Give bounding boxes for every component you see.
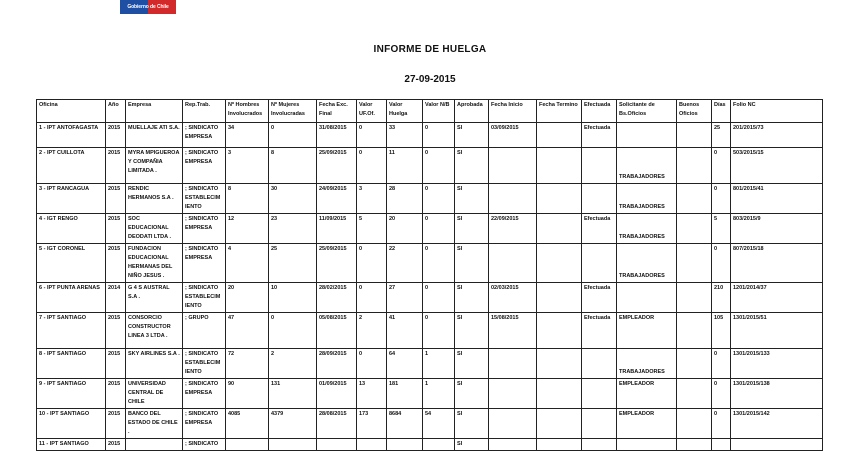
table-cell: [537, 313, 582, 349]
table-cell: Efectuada: [582, 214, 617, 244]
table-cell: 0: [423, 283, 455, 313]
table-cell: 28: [387, 184, 423, 214]
column-header: Aprobada: [455, 100, 489, 123]
table-cell: 1: [423, 349, 455, 379]
table-cell: 41: [387, 313, 423, 349]
table-body: [37, 123, 823, 451]
table-cell: 11: [387, 148, 423, 184]
logo-text: Gobierno de Chile: [127, 4, 169, 10]
table-cell: 24/09/2015: [317, 184, 357, 214]
table-cell: 0: [423, 214, 455, 244]
column-header: Valor N/B: [423, 100, 455, 123]
table-cell: BANCO DEL ESTADO DE CHILE .: [126, 409, 183, 439]
table-cell: 34: [226, 123, 269, 148]
column-header: Días: [712, 100, 731, 123]
table-cell: [617, 439, 677, 451]
table-row: [37, 214, 823, 244]
table-cell: SI: [455, 409, 489, 439]
table-cell: MYRA MPIGUEROA Y COMPAÑIA LIMITADA .: [126, 148, 183, 184]
table-cell: 8684: [387, 409, 423, 439]
table-cell: 0: [712, 244, 731, 283]
table-cell: 25: [269, 244, 317, 283]
table-cell: 33: [387, 123, 423, 148]
table-cell: [489, 349, 537, 379]
table-cell: 2015: [106, 313, 126, 349]
table-cell: MUELLAJE ATI S.A.: [126, 123, 183, 148]
column-header: Oficina: [37, 100, 106, 123]
table-cell: 0: [712, 349, 731, 379]
table-cell: [617, 283, 677, 313]
table-cell: 8: [226, 184, 269, 214]
table-cell: 0: [712, 184, 731, 214]
table-cell: [537, 148, 582, 184]
table-cell: ; SINDICATO ESTABLECIM IENTO: [183, 349, 226, 379]
table-cell: 181: [387, 379, 423, 409]
table-cell: 807/2015/18: [731, 244, 823, 283]
table-cell: 05/08/2015: [317, 313, 357, 349]
table-cell: [677, 439, 712, 451]
table-cell: 3 - IPT RANCAGUA: [37, 184, 106, 214]
table-cell: 0: [712, 148, 731, 184]
column-header: Valor Huelga: [387, 100, 423, 123]
table-cell: 03/09/2015: [489, 123, 537, 148]
strike-report-table: [36, 99, 823, 451]
table-cell: SI: [455, 283, 489, 313]
column-header: Fecha Inicio: [489, 100, 537, 123]
table-cell: [423, 439, 455, 451]
table-cell: [677, 283, 712, 313]
table-cell: EMPLEADOR: [617, 409, 677, 439]
table-cell: [537, 349, 582, 379]
table-cell: SI: [455, 123, 489, 148]
table-row: [37, 313, 823, 349]
table-cell: 11 - IPT SANTIAGO: [37, 439, 106, 451]
table-cell: Efectuada: [582, 283, 617, 313]
table-cell: 0: [357, 244, 387, 283]
table-cell: [126, 439, 183, 451]
column-header: Fecha Termino: [537, 100, 582, 123]
column-header: Valor UF.Of.: [357, 100, 387, 123]
table-cell: [731, 439, 823, 451]
table-cell: 0: [423, 148, 455, 184]
table-cell: [226, 439, 269, 451]
table-cell: TRABAJADORES: [617, 148, 677, 184]
table-cell: 2015: [106, 148, 126, 184]
table-row: [37, 148, 823, 184]
table-cell: 3: [226, 148, 269, 184]
column-header: Folio NC: [731, 100, 823, 123]
table-cell: [582, 409, 617, 439]
table-cell: ; SINDICATO EMPRESA: [183, 148, 226, 184]
table-cell: 28/02/2015: [317, 283, 357, 313]
table-cell: 01/09/2015: [317, 379, 357, 409]
table-cell: SI: [455, 349, 489, 379]
table-cell: 20: [226, 283, 269, 313]
table-cell: 15/08/2015: [489, 313, 537, 349]
table-cell: [489, 409, 537, 439]
column-header: Fecha Exc. Final: [317, 100, 357, 123]
table-cell: RENDIC HERMANOS S.A .: [126, 184, 183, 214]
table-cell: SKY AIRLINES S.A .: [126, 349, 183, 379]
table-cell: [677, 214, 712, 244]
table-row: [37, 123, 823, 148]
table-cell: 0: [357, 148, 387, 184]
table-cell: 1201/2014/37: [731, 283, 823, 313]
table-cell: 22: [387, 244, 423, 283]
table-cell: SI: [455, 439, 489, 451]
table-cell: [489, 244, 537, 283]
column-header: Empresa: [126, 100, 183, 123]
table-cell: 2015: [106, 379, 126, 409]
table-cell: 4 - IGT RENGO: [37, 214, 106, 244]
table-cell: FUNDACION EDUCACIONAL HERMANAS DEL NIÑO JESUS .: [126, 244, 183, 283]
table-cell: ; SINDICATO ESTABLECIM IENTO: [183, 283, 226, 313]
table-cell: 0: [423, 313, 455, 349]
table-cell: [582, 148, 617, 184]
table-cell: 10 - IPT SANTIAGO: [37, 409, 106, 439]
table-cell: 0: [357, 123, 387, 148]
table-cell: [537, 184, 582, 214]
table-cell: 72: [226, 349, 269, 379]
table-cell: [489, 439, 537, 451]
table-cell: 5: [357, 214, 387, 244]
table-cell: SI: [455, 184, 489, 214]
table-cell: [582, 184, 617, 214]
table-cell: [582, 349, 617, 379]
table-cell: 12: [226, 214, 269, 244]
table-cell: [537, 123, 582, 148]
table-cell: EMPLEADOR: [617, 313, 677, 349]
table-cell: ; SINDICATO EMPRESA: [183, 379, 226, 409]
report-date: 27-09-2015: [404, 74, 456, 85]
table-cell: 803/2015/9: [731, 214, 823, 244]
table-cell: [712, 439, 731, 451]
table-cell: 25: [712, 123, 731, 148]
column-header: Solicitante de Bs.Oficios: [617, 100, 677, 123]
table-cell: [537, 244, 582, 283]
table-cell: 47: [226, 313, 269, 349]
table-cell: SI: [455, 214, 489, 244]
table-cell: 28/09/2015: [317, 349, 357, 379]
table-cell: 201/2015/73: [731, 123, 823, 148]
table-cell: 25/09/2015: [317, 244, 357, 283]
table-cell: 2015: [106, 184, 126, 214]
table-cell: [677, 349, 712, 379]
table-cell: [269, 439, 317, 451]
table-cell: [677, 313, 712, 349]
table-cell: EMPLEADOR: [617, 379, 677, 409]
column-header: Buenos Oficios: [677, 100, 712, 123]
table-cell: TRABAJADORES: [617, 184, 677, 214]
table-header: [37, 100, 823, 123]
table-cell: 23: [269, 214, 317, 244]
table-cell: 8 - IPT SANTIAGO: [37, 349, 106, 379]
table-cell: [489, 184, 537, 214]
table-cell: 1301/2015/51: [731, 313, 823, 349]
table-cell: 173: [357, 409, 387, 439]
table-cell: 9 - IPT SANTIAGO: [37, 379, 106, 409]
table-cell: 2: [357, 313, 387, 349]
table-cell: [489, 148, 537, 184]
report-title: INFORME DE HUELGA: [373, 44, 487, 55]
table-cell: 0: [269, 313, 317, 349]
table-cell: 2015: [106, 349, 126, 379]
table-row: [37, 283, 823, 313]
table-cell: 2015: [106, 123, 126, 148]
table-cell: 0: [712, 379, 731, 409]
table-cell: 2015: [106, 439, 126, 451]
column-header: Nº Hombres Involucrados: [226, 100, 269, 123]
table-cell: 25/09/2015: [317, 148, 357, 184]
header-row: [37, 100, 823, 123]
table-cell: [387, 439, 423, 451]
table-cell: [582, 244, 617, 283]
table-cell: 54: [423, 409, 455, 439]
table-cell: [537, 409, 582, 439]
table-row: [37, 409, 823, 439]
table-cell: 27: [387, 283, 423, 313]
table-cell: Efectuada: [582, 313, 617, 349]
table-cell: 90: [226, 379, 269, 409]
column-header: Nº Mujeres Involucradas: [269, 100, 317, 123]
table-row: [37, 184, 823, 214]
table-cell: 105: [712, 313, 731, 349]
table-cell: 6 - IPT PUNTA ARENAS: [37, 283, 106, 313]
table-cell: ; SINDICATO: [183, 439, 226, 451]
table-cell: [489, 379, 537, 409]
table-cell: 5 - IGT CORONEL: [37, 244, 106, 283]
table-cell: 503/2015/15: [731, 148, 823, 184]
table-cell: 2014: [106, 283, 126, 313]
table-cell: SI: [455, 244, 489, 283]
table-cell: SI: [455, 379, 489, 409]
column-header: Rep.Trab.: [183, 100, 226, 123]
table-cell: 30: [269, 184, 317, 214]
table-cell: 10: [269, 283, 317, 313]
table-cell: 801/2015/41: [731, 184, 823, 214]
table-cell: 131: [269, 379, 317, 409]
table-cell: 0: [423, 244, 455, 283]
table-cell: ; GRUPO: [183, 313, 226, 349]
table-cell: [677, 244, 712, 283]
table-cell: ; SINDICATO EMPRESA: [183, 409, 226, 439]
table-cell: 0: [357, 349, 387, 379]
table-cell: SI: [455, 148, 489, 184]
table-cell: [537, 283, 582, 313]
table-cell: UNIVERSIDAD CENTRAL DE CHILE: [126, 379, 183, 409]
table-cell: ; SINDICATO ESTABLECIM IENTO: [183, 184, 226, 214]
table-cell: [357, 439, 387, 451]
table-cell: [617, 123, 677, 148]
table-cell: CONSORCIO CONSTRUCTOR LINEA 3 LTDA .: [126, 313, 183, 349]
table-cell: TRABAJADORES: [617, 244, 677, 283]
table-cell: [537, 214, 582, 244]
table-cell: 1301/2015/133: [731, 349, 823, 379]
table-cell: 2: [269, 349, 317, 379]
table-cell: 2 - IPT CUILLOTA: [37, 148, 106, 184]
table-cell: 2015: [106, 244, 126, 283]
table-cell: 2015: [106, 214, 126, 244]
table-cell: 0: [712, 409, 731, 439]
table-cell: ; SINDICATO EMPRESA: [183, 244, 226, 283]
table-cell: [677, 409, 712, 439]
table-cell: Efectuada: [582, 123, 617, 148]
table-cell: 0: [423, 123, 455, 148]
table-cell: 1301/2015/138: [731, 379, 823, 409]
table-cell: 22/09/2015: [489, 214, 537, 244]
table-cell: 4085: [226, 409, 269, 439]
table-cell: 3: [357, 184, 387, 214]
table-cell: 0: [423, 184, 455, 214]
table-cell: 4: [226, 244, 269, 283]
table-cell: 64: [387, 349, 423, 379]
table-cell: [677, 123, 712, 148]
table-cell: 2015: [106, 409, 126, 439]
table-cell: 11/09/2015: [317, 214, 357, 244]
table-cell: TRABAJADORES: [617, 214, 677, 244]
table-cell: [677, 148, 712, 184]
table-row: [37, 379, 823, 409]
table-cell: [537, 439, 582, 451]
table-cell: ; SINDICATO EMPRESA: [183, 214, 226, 244]
table-cell: SI: [455, 313, 489, 349]
table-row: [37, 349, 823, 379]
table-cell: 1: [423, 379, 455, 409]
table-cell: 20: [387, 214, 423, 244]
column-header: Efectuada: [582, 100, 617, 123]
table-cell: SOC EDUCACIONAL DEODATI LTDA .: [126, 214, 183, 244]
table-cell: 1301/2015/142: [731, 409, 823, 439]
table-cell: 02/03/2015: [489, 283, 537, 313]
column-header: Año: [106, 100, 126, 123]
table-cell: 7 - IPT SANTIAGO: [37, 313, 106, 349]
table-cell: 210: [712, 283, 731, 313]
table-cell: [317, 439, 357, 451]
table-cell: 0: [357, 283, 387, 313]
table-cell: [677, 184, 712, 214]
table-cell: 8: [269, 148, 317, 184]
table-cell: 31/08/2015: [317, 123, 357, 148]
table-cell: G 4 S AUSTRAL S.A .: [126, 283, 183, 313]
table-cell: 5: [712, 214, 731, 244]
table-cell: [537, 379, 582, 409]
table-cell: ; SINDICATO EMPRESA: [183, 123, 226, 148]
table-cell: 1 - IPT ANTOFAGASTA: [37, 123, 106, 148]
table-cell: TRABAJADORES: [617, 349, 677, 379]
table-cell: 0: [269, 123, 317, 148]
table-cell: 13: [357, 379, 387, 409]
table-row: [37, 244, 823, 283]
table-cell: 28/08/2015: [317, 409, 357, 439]
table-cell: 4379: [269, 409, 317, 439]
government-logo: [120, 0, 176, 14]
table-cell: [582, 439, 617, 451]
table-row: [37, 439, 823, 451]
table-cell: [582, 379, 617, 409]
table-cell: [677, 379, 712, 409]
